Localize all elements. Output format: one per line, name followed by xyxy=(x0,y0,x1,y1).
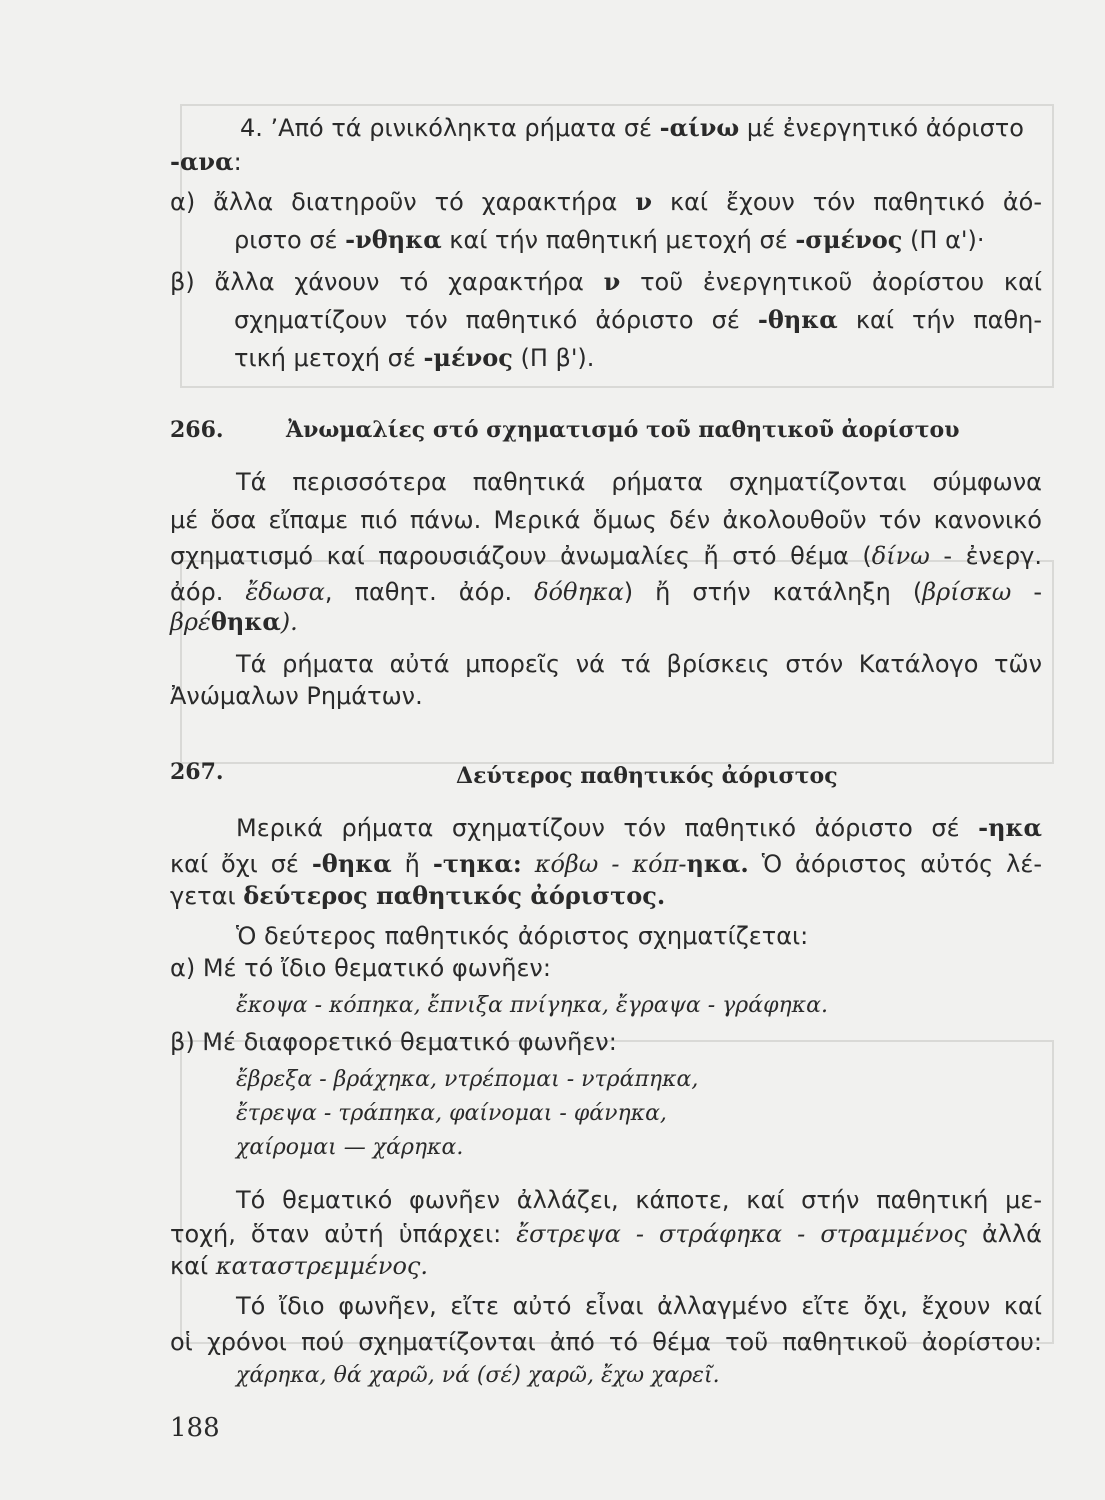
item-alpha-line: α) ἄλλα διατηροῦν τό χαρακτήρα ν καί ἔχουν τόν παθητικό ἀό- xyxy=(170,187,1042,216)
example-line: ἔτρεψα - τράπηκα, φαίνομαι - φάνηκα, xyxy=(236,1101,667,1126)
example-line: ἔκοψα - κόπηκα, ἔπνιξα πνίγηκα, ἔγραψα - γράφηκα. xyxy=(236,993,828,1018)
section-266-line: Ἀνώμαλων Ρημάτων. xyxy=(170,682,423,710)
example-line: χαίρομαι — χάρηκα. xyxy=(236,1135,464,1160)
section-267-line: Ὁ δεύτερος παθητικός ἀόριστος σχηματίζεται: xyxy=(236,922,809,950)
section-267-line: τοχή, ὅταν αὐτή ὑπάρχει: ἔστρεψα - στράφηκα - στραμμένος ἀλλά xyxy=(170,1220,1042,1248)
paragraph-4-line: -ανα: xyxy=(170,147,242,176)
item-beta-line: β) Μέ διαφορετικό θεματικό φωνῆεν: xyxy=(170,1028,617,1056)
section-267-line: Μερικά ρήματα σχηματίζουν τόν παθητικό ἀόριστο σέ -ηκα xyxy=(236,813,1042,842)
section-267-line: γεται δεύτερος παθητικός ἀόριστος. xyxy=(170,881,666,910)
section-267-line: οἱ χρόνοι πού σχηματίζονται ἀπό τό θέμα τοῦ παθητικοῦ ἀορίστου: xyxy=(170,1328,1042,1356)
item-beta-line: τική μετοχή σέ -μένος (Π β'). xyxy=(234,343,595,372)
item-alpha-line: ριστο σέ -νθηκα καί τήν παθητική μετοχή σέ -σμένος (Π α')· xyxy=(234,225,985,254)
section-266-line: ἀόρ. ἔδωσα, παθητ. ἀόρ. δόθηκα) ἤ στήν κατάληξη (βρίσκω - xyxy=(170,578,1042,606)
item-alpha-line: α) Μέ τό ἴδιο θεματικό φωνῆεν: xyxy=(170,954,551,982)
section-266-line: σχηματισμό καί παρουσιάζουν ἀνωμαλίες ἤ στό θέμα (δίνω - ἐνεργ. xyxy=(170,542,1042,570)
page-number: 188 xyxy=(170,1413,220,1443)
section-266-line: βρέθηκα). xyxy=(170,607,298,636)
section-266-number: 266. xyxy=(170,417,224,443)
example-line: ἔβρεξα - βράχηκα, ντρέπομαι - ντράπηκα, xyxy=(236,1067,699,1092)
section-266-line: μέ ὅσα εἴπαμε πιό πάνω. Μερικά ὅμως δέν ἀκολουθοῦν τόν κανονικό xyxy=(170,506,1042,534)
section-266-line: Τά ρήματα αὐτά μπορεῖς νά τά βρίσκεις στόν Κατάλογο τῶν xyxy=(236,650,1042,678)
section-267-title: Δεύτερος παθητικός ἀόριστος xyxy=(456,763,838,789)
section-267-line: Τό ἴδιο φωνῆεν, εἴτε αὐτό εἶναι ἀλλαγμένο εἴτε ὄχι, ἔχουν καί xyxy=(236,1292,1042,1320)
section-267-line: καί καταστρεμμένος. xyxy=(170,1252,428,1280)
section-267-line: καί ὄχι σέ -θηκα ἤ -τηκα: κόβω - κόπ-ηκα. Ὁ ἀόριστος αὐτός λέ- xyxy=(170,849,1043,878)
section-266-title: Ἀνωμαλίες στό σχηματισμό τοῦ παθητικοῦ ἀορίστου xyxy=(286,417,960,443)
example-line: χάρηκα, θά χαρῶ, νά (σέ) χαρῶ, ἔχω χαρεῖ. xyxy=(236,1363,720,1388)
item-beta-line: β) ἄλλα χάνουν τό χαρακτήρα ν τοῦ ἐνεργητικοῦ ἀορίστου καί xyxy=(170,267,1043,296)
paragraph-4-line: 4. ’Από τά ρινικόληκτα ρήματα σέ -αίνω μέ ἐνεργητικό ἀόριστο xyxy=(240,113,1024,142)
section-266-line: Τά περισσότερα παθητικά ρήματα σχηματίζονται σύμφωνα xyxy=(236,468,1042,496)
section-267-line: Τό θεματικό φωνῆεν ἀλλάζει, κάποτε, καί στήν παθητική με- xyxy=(236,1186,1042,1214)
section-267-number: 267. xyxy=(170,759,224,785)
item-beta-line: σχηματίζουν τόν παθητικό ἀόριστο σέ -θηκα καί τήν παθη- xyxy=(234,305,1042,334)
